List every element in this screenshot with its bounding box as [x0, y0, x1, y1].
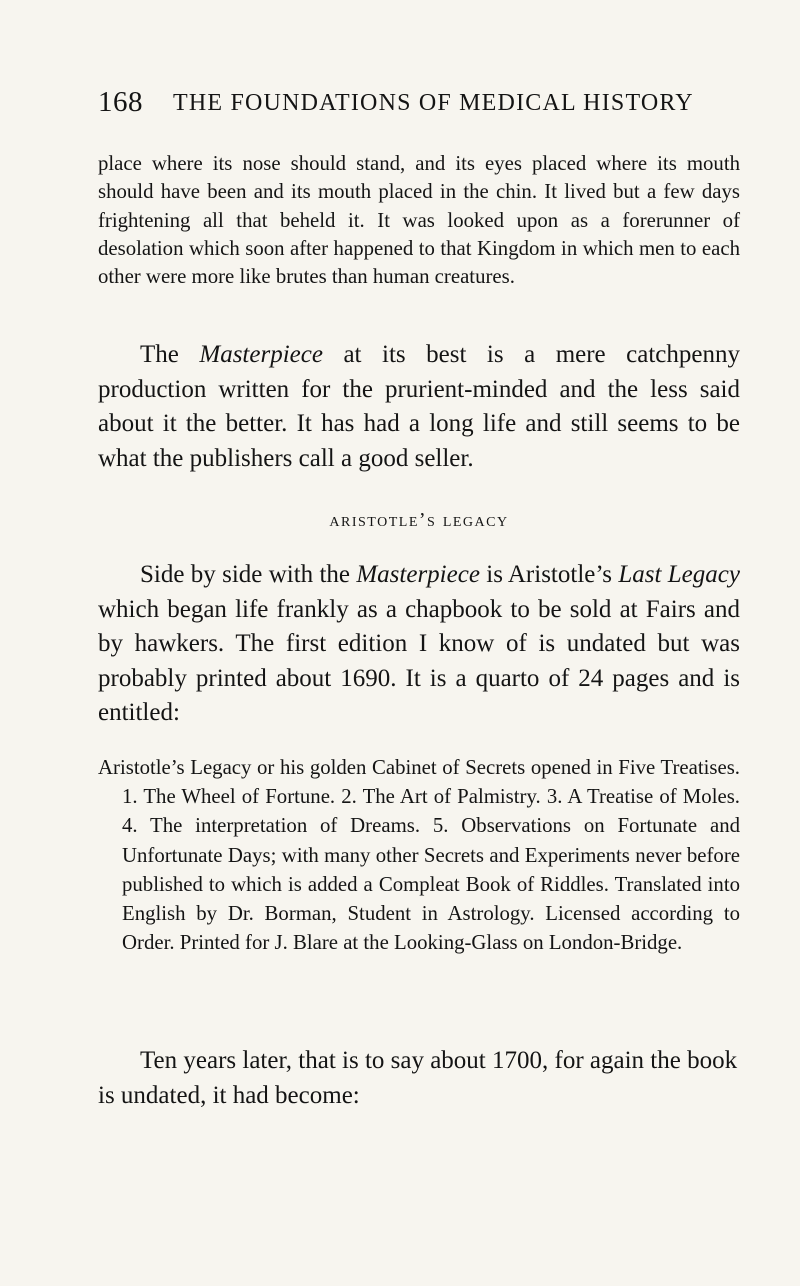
page-number: 168 — [98, 86, 143, 118]
paragraph-3-italic-1: Masterpiece — [356, 561, 480, 588]
quoted-book-title: Aristotle’s Legacy or his golden Cabinet of Secrets opened in Five Treatises. 1. The Wheel of Fortune. 2. The Art of Palmistry. 3. A Treatise of Moles. 4. The interpretation of Dreams. 5. Observations on Fortunate and Unfortunate Days; with many other Secrets and Experiments never before published to which is added a Compleat Book of Riddles. Translated into English by Dr. Borman, Student in Astrology. Licensed according to Order. Printed for J. Blare at the Looking-Glass on London-Bridge. — [98, 756, 740, 955]
paragraph-2-italic-title: Masterpiece — [199, 341, 323, 368]
paragraph-2 — [98, 338, 740, 476]
section-heading: aristotle’s legacy — [329, 509, 509, 531]
paragraph-3-part-1: Side by side with the — [140, 561, 357, 588]
paragraph-4: Ten years later, that is to say about 1700, for again the book is undated, it had become: — [98, 1047, 738, 1109]
paragraph-3 — [98, 558, 740, 731]
paragraph-2-after: at its best is a mere catchpenny production written for the prurient-minded and the less said about it the better. It has had a long life and still seems to be what the publishers call a good seller. — [98, 341, 740, 472]
page-header — [98, 86, 718, 126]
paragraph-3-part-2: is Aristotle’s — [479, 561, 619, 588]
paragraph-2-before: The — [140, 341, 200, 368]
running-title: THE FOUNDATIONS OF MEDICAL HISTORY — [173, 90, 694, 116]
paragraph-1: place where its nose should stand, and its eyes placed where its mouth should have been and its mouth placed in the chin. It lived but a few days frightening all that beheld it. It was looked upon as a forerunner of desolation which soon after happened to that Kingdom in which men to each other were more like brutes than human creatures. — [98, 152, 740, 289]
paragraph-3-part-3: which began life frankly as a chapbook to be sold at Fairs and by hawkers. The first edition I know of is undated but was probably printed about 1690. It is a quarto of 24 pages and is entitled: — [98, 595, 740, 726]
paragraph-3-italic-2: Last Legacy — [618, 561, 740, 588]
